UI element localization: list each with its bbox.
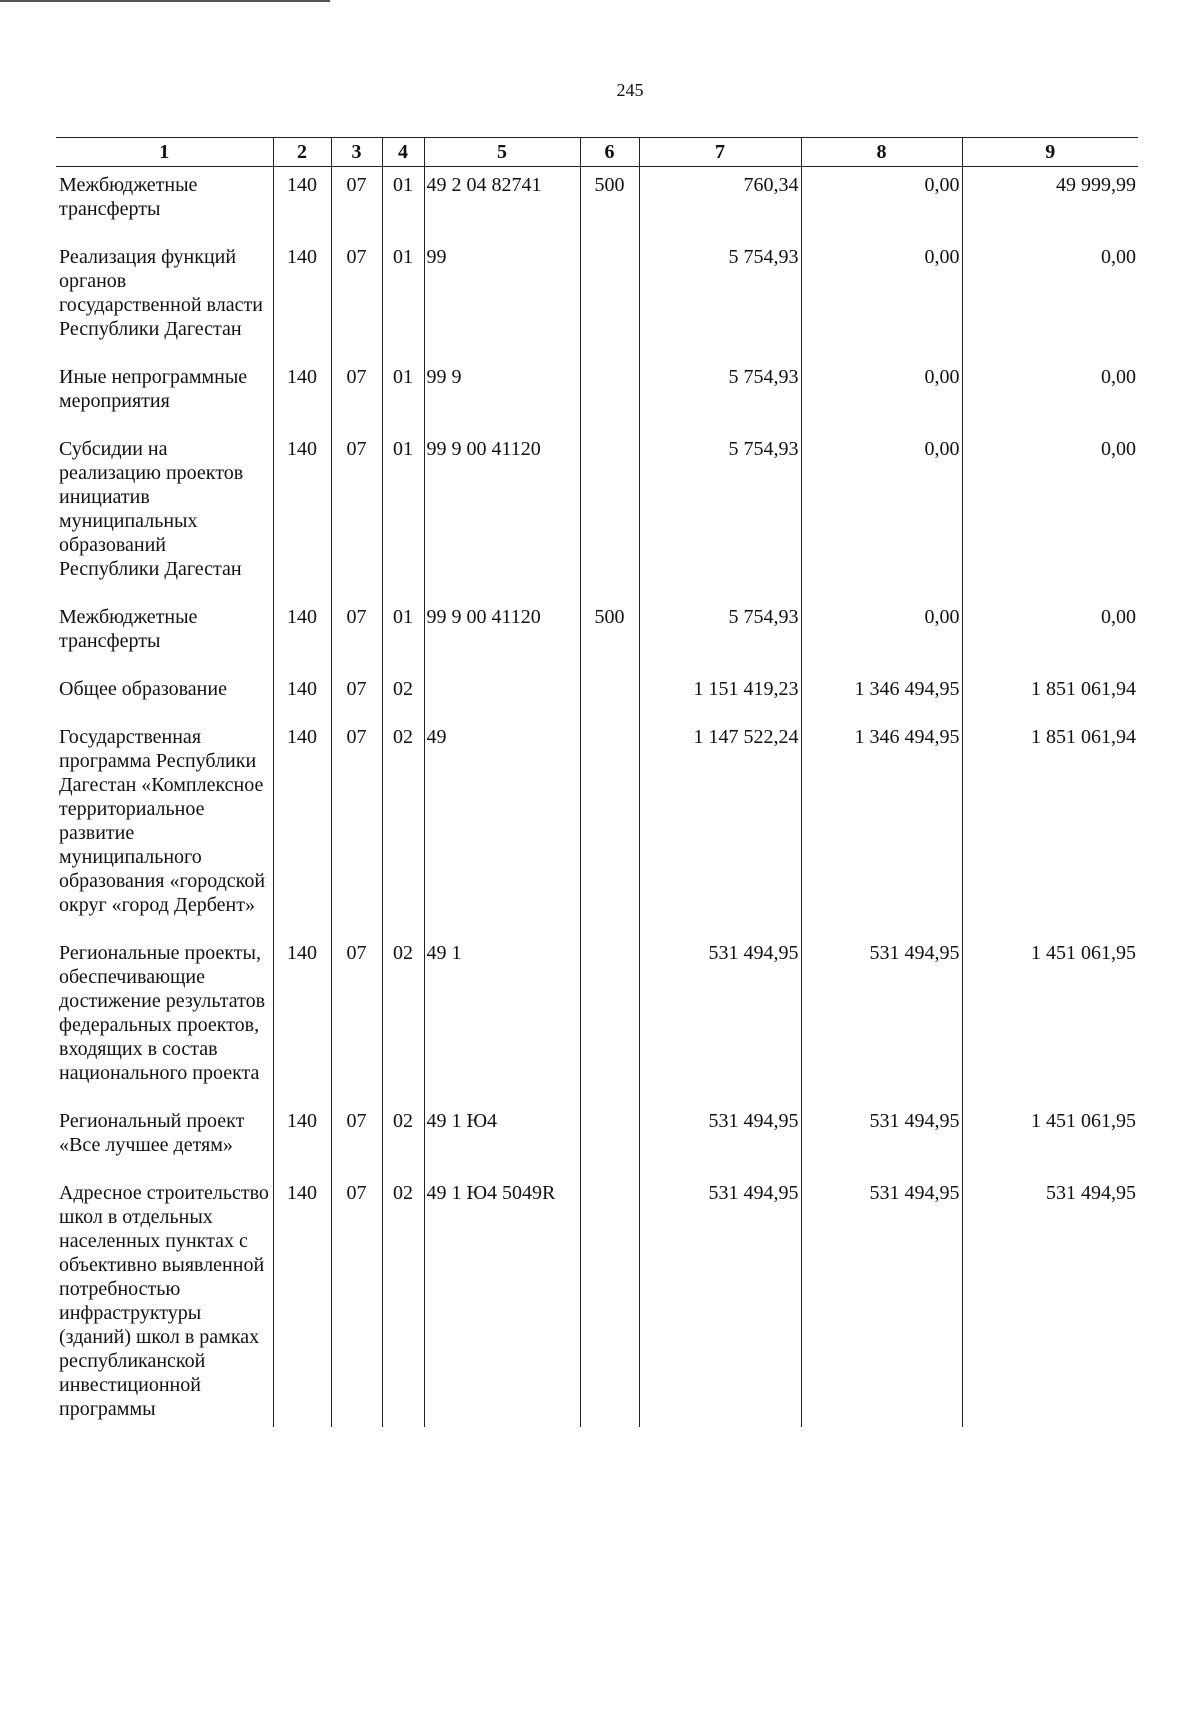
row-c6: 500 bbox=[580, 167, 639, 240]
header-cell-6: 6 bbox=[580, 138, 639, 167]
row-c6 bbox=[580, 935, 639, 1103]
row-c9: 1 451 061,95 bbox=[962, 935, 1138, 1103]
row-c9: 531 494,95 bbox=[962, 1175, 1138, 1427]
row-c9: 1 451 061,95 bbox=[962, 1103, 1138, 1175]
row-c5: 99 bbox=[424, 239, 580, 359]
row-c4: 02 bbox=[382, 1175, 424, 1427]
row-c5: 99 9 00 41120 bbox=[424, 431, 580, 599]
row-c5: 49 1 Ю4 5049R bbox=[424, 1175, 580, 1427]
header-cell-7: 7 bbox=[639, 138, 801, 167]
header-cell-1: 1 bbox=[56, 138, 273, 167]
row-c4: 01 bbox=[382, 359, 424, 431]
row-c7: 1 151 419,23 bbox=[639, 671, 801, 719]
row-c8: 0,00 bbox=[801, 599, 962, 671]
row-c6: 500 bbox=[580, 599, 639, 671]
row-c4: 02 bbox=[382, 935, 424, 1103]
row-c6 bbox=[580, 1103, 639, 1175]
table-header bbox=[56, 138, 1138, 167]
row-c5 bbox=[424, 671, 580, 719]
row-c9: 1 851 061,94 bbox=[962, 719, 1138, 935]
row-c6 bbox=[580, 719, 639, 935]
row-c8: 531 494,95 bbox=[801, 1103, 962, 1175]
header-row bbox=[56, 138, 1138, 167]
row-c5: 99 9 00 41120 bbox=[424, 599, 580, 671]
row-c2: 140 bbox=[273, 1103, 331, 1175]
row-c5: 49 1 Ю4 bbox=[424, 1103, 580, 1175]
row-c3: 07 bbox=[331, 935, 382, 1103]
row-name: Межбюджетные трансферты bbox=[59, 174, 198, 220]
row-name: Региональные проекты, обеспечивающие достижение результатов федеральных проектов, входящих в состав национального проекта bbox=[59, 942, 266, 1084]
row-c9: 0,00 bbox=[962, 431, 1138, 599]
table-body bbox=[56, 167, 1138, 1428]
row-c5: 49 2 04 82741 bbox=[424, 167, 580, 240]
row-c3: 07 bbox=[331, 167, 382, 240]
table-row bbox=[56, 1103, 1138, 1175]
row-c8: 531 494,95 bbox=[801, 1175, 962, 1427]
row-c6 bbox=[580, 671, 639, 719]
header-cell-5: 5 bbox=[424, 138, 580, 167]
row-c2: 140 bbox=[273, 239, 331, 359]
table-row bbox=[56, 1175, 1138, 1427]
row-c3: 07 bbox=[331, 431, 382, 599]
row-c4: 01 bbox=[382, 239, 424, 359]
row-name: Адресное строительство школ в отдельных населенных пунктах с объективно выявленной потребностью инфраструктуры (зданий) школ в рамках республиканской инвестиционной программы bbox=[59, 1182, 269, 1420]
row-c3: 07 bbox=[331, 671, 382, 719]
row-name: Государственная программа Республики Дагестан «Комплексное территориальное развитие муниципального образования «городской округ «город Дербент» bbox=[59, 726, 266, 916]
row-c3: 07 bbox=[331, 239, 382, 359]
row-name: Иные непрограммные мероприятия bbox=[59, 366, 248, 412]
row-c8: 0,00 bbox=[801, 239, 962, 359]
budget-table bbox=[56, 137, 1138, 1427]
row-c3: 07 bbox=[331, 359, 382, 431]
row-c2: 140 bbox=[273, 719, 331, 935]
row-c7: 531 494,95 bbox=[639, 1175, 801, 1427]
row-c7: 5 754,93 bbox=[639, 359, 801, 431]
row-c2: 140 bbox=[273, 671, 331, 719]
row-name: Региональный проект «Все лучшее детям» bbox=[59, 1110, 245, 1156]
row-c3: 07 bbox=[331, 1103, 382, 1175]
row-c4: 02 bbox=[382, 719, 424, 935]
table-row bbox=[56, 431, 1138, 599]
row-c4: 02 bbox=[382, 671, 424, 719]
row-c3: 07 bbox=[331, 1175, 382, 1427]
row-name: Межбюджетные трансферты bbox=[59, 606, 198, 652]
row-c2: 140 bbox=[273, 1175, 331, 1427]
row-c2: 140 bbox=[273, 359, 331, 431]
row-c9: 0,00 bbox=[962, 239, 1138, 359]
row-c8: 0,00 bbox=[801, 431, 962, 599]
row-c7: 5 754,93 bbox=[639, 431, 801, 599]
page-number: 245 bbox=[616, 80, 644, 100]
row-c6 bbox=[580, 1175, 639, 1427]
row-c4: 01 bbox=[382, 599, 424, 671]
row-c9: 49 999,99 bbox=[962, 167, 1138, 240]
row-c7: 531 494,95 bbox=[639, 1103, 801, 1175]
row-c5: 49 1 bbox=[424, 935, 580, 1103]
row-c9: 0,00 bbox=[962, 599, 1138, 671]
row-c8: 1 346 494,95 bbox=[801, 719, 962, 935]
row-c2: 140 bbox=[273, 167, 331, 240]
row-c5: 49 bbox=[424, 719, 580, 935]
row-name: Реализация функций органов государственной власти Республики Дагестан bbox=[59, 246, 263, 340]
table-row bbox=[56, 671, 1138, 719]
row-c4: 01 bbox=[382, 167, 424, 240]
header-cell-9: 9 bbox=[962, 138, 1138, 167]
table-row bbox=[56, 239, 1138, 359]
row-c7: 5 754,93 bbox=[639, 239, 801, 359]
row-c6 bbox=[580, 239, 639, 359]
row-c7: 760,34 bbox=[639, 167, 801, 240]
row-name: Субсидии на реализацию проектов инициатив муниципальных образований Республики Дагестан bbox=[59, 438, 244, 580]
row-c4: 01 bbox=[382, 431, 424, 599]
row-c7: 1 147 522,24 bbox=[639, 719, 801, 935]
row-c8: 1 346 494,95 bbox=[801, 671, 962, 719]
row-c6 bbox=[580, 359, 639, 431]
row-c8: 0,00 bbox=[801, 167, 962, 240]
row-c3: 07 bbox=[331, 719, 382, 935]
header-cell-4: 4 bbox=[382, 138, 424, 167]
header-cell-3: 3 bbox=[331, 138, 382, 167]
table-row bbox=[56, 167, 1138, 240]
table-row bbox=[56, 359, 1138, 431]
header-cell-8: 8 bbox=[801, 138, 962, 167]
row-c6 bbox=[580, 431, 639, 599]
row-c7: 5 754,93 bbox=[639, 599, 801, 671]
row-c2: 140 bbox=[273, 599, 331, 671]
table-row bbox=[56, 719, 1138, 935]
top-rule bbox=[0, 0, 330, 2]
row-c8: 0,00 bbox=[801, 359, 962, 431]
row-c2: 140 bbox=[273, 935, 331, 1103]
header-cell-2: 2 bbox=[273, 138, 331, 167]
table-row bbox=[56, 599, 1138, 671]
row-c5: 99 9 bbox=[424, 359, 580, 431]
row-c4: 02 bbox=[382, 1103, 424, 1175]
row-name: Общее образование bbox=[59, 678, 227, 700]
table-row bbox=[56, 935, 1138, 1103]
row-c7: 531 494,95 bbox=[639, 935, 801, 1103]
row-c8: 531 494,95 bbox=[801, 935, 962, 1103]
row-c2: 140 bbox=[273, 431, 331, 599]
row-c9: 1 851 061,94 bbox=[962, 671, 1138, 719]
row-c9: 0,00 bbox=[962, 359, 1138, 431]
row-c3: 07 bbox=[331, 599, 382, 671]
